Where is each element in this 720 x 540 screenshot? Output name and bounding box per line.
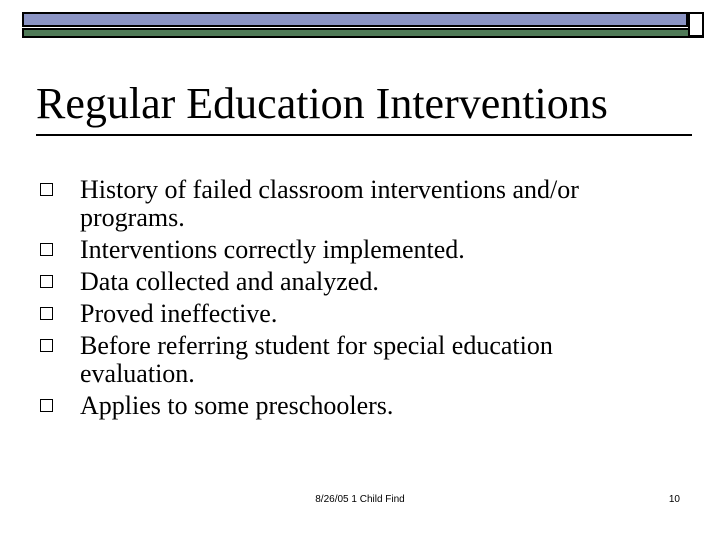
hollow-square-bullet-icon — [40, 307, 53, 320]
bullet-text: Data collected and analyzed. — [80, 267, 379, 296]
slide-title: Regular Education Interventions — [36, 79, 608, 128]
bullet-item — [40, 176, 640, 232]
bullet-item — [40, 332, 640, 388]
top-band-green — [22, 28, 704, 38]
bullet-item — [40, 268, 640, 296]
bullet-item — [40, 236, 640, 264]
bullet-list — [40, 176, 640, 421]
footer-date-label: 8/26/05 1 Child Find — [315, 494, 405, 505]
hollow-square-bullet-icon — [40, 399, 53, 412]
title-underline-rule — [36, 134, 692, 136]
bullet-text: Applies to some preschoolers. — [80, 391, 394, 420]
hollow-square-bullet-icon — [40, 243, 53, 256]
hollow-square-bullet-icon — [40, 339, 53, 352]
bullet-text: Proved ineffective. — [80, 299, 278, 328]
bullet-text: Before referring student for special education evaluation. — [80, 331, 553, 388]
top-band-blue — [22, 12, 688, 27]
top-bar-end-square — [688, 12, 704, 37]
hollow-square-bullet-icon — [40, 275, 53, 288]
bullet-text: Interventions correctly implemented. — [80, 235, 465, 264]
bullet-item — [40, 392, 640, 420]
hollow-square-bullet-icon — [40, 183, 53, 196]
page-number: 10 — [668, 494, 680, 505]
bullet-item — [40, 300, 640, 328]
bullet-text: History of failed classroom interventions and/or programs. — [80, 175, 579, 232]
decorative-top-bar — [22, 12, 704, 39]
